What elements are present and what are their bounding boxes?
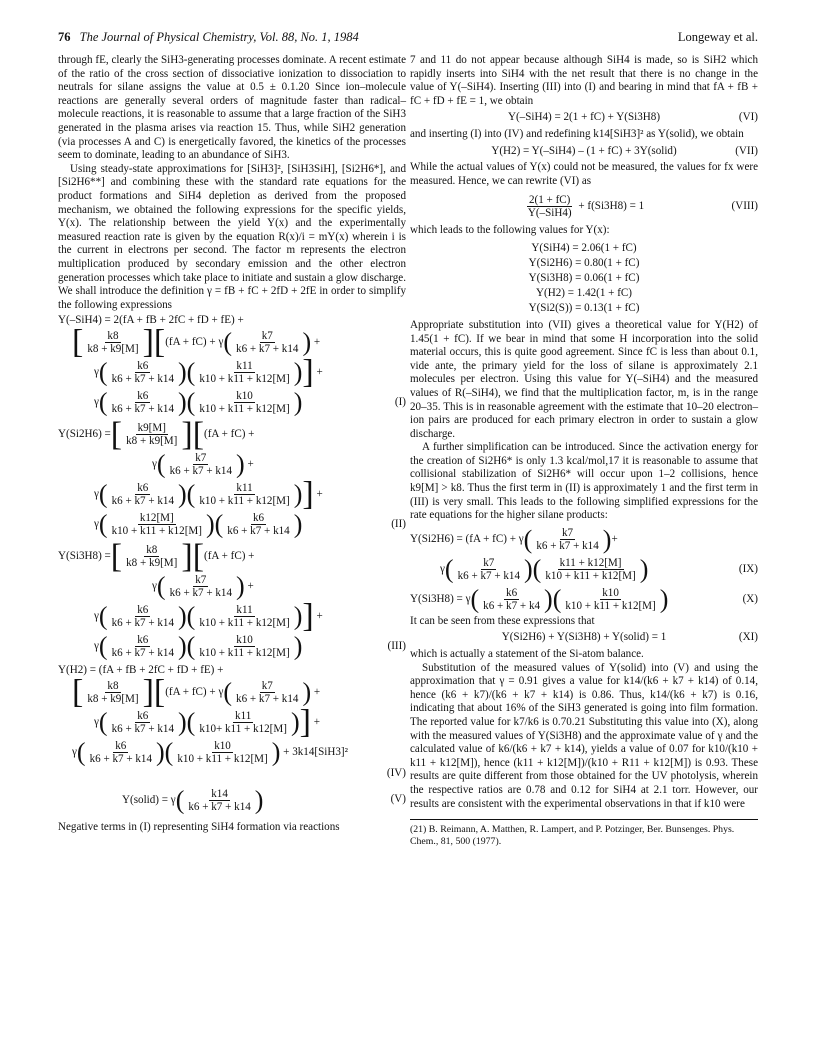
eq-label: (V)	[390, 793, 406, 806]
paragraph: Substitution of the measured values of Y(solid) into (V) and using the approximation that γ = 0.91 gives a value for k14/(k6 + k7 + k14) of 0.14, hence (k6 + k7)/(k6 + k7 + k14) is 0.86. Thus, k14/(k6 + k7) is 0.16, indicating that about 16% of the SiH3 generated is going into film formation. The reported value for k7/k6 is 0.70.21 Substituting this value into (X), along with the measured values of Y(Si3H8) and the approximate value of γ and the calculated value of k6/(k6 + k7 + k14), yields a value of 0.07 for k10/(k10 + k11 + k12[M]), hence (k11 + k12[M])/(k10 + R11 + k12[M]) is 0.93. These results are quite different from those obtained for the UV photolysis, wherein the respective ratios are 0.78 and 0.12 for SiH4 at 2.1 torr. However, our results are consistent with the experimental observations in that if k10 were	[410, 661, 758, 810]
equation-V: Y(solid) = γ( $\frac{k14}{k6 + k7 + k14}$ ) (V)	[122, 785, 406, 815]
equation-III: Y(Si3H8) = [ $\frac{k8}{k8 + k9[M]}$ ] [ (fA + fC) + γ( $\frac{k7}{k6 + k7 + k14}$ ) + γ( $\frac{k6}{k6 + k7 + k14}$ )( $\frac{k11}{k10 + k11 + k12[M]}$ )] + γ( $\frac{k6}{k6 + k7 + k14}$ )( $\frac{k10}{k10 + k11 + k12[M]}$ ) (III)	[58, 537, 406, 661]
equation-VI: Y(–SiH4) = 2(1 + fC) + Y(Si3H8) (VI)	[507, 111, 758, 124]
equation-X: Y(Si3H8) = γ( $\frac{k6}{k6 + k7 + k4}$ )( $\frac{k10}{k10 + k11 + k12[M]}$ ) (X)	[410, 584, 758, 614]
eq-label: (III)	[387, 640, 406, 653]
yield-list	[410, 241, 758, 316]
yield-row: Y(Si2H6) = 0.80(1 + fC)	[528, 256, 640, 269]
yield-row: Y(Si3H8) = 0.06(1 + fC)	[528, 271, 640, 284]
paragraph: through fE, clearly the SiH3-generating processes dominate. A recent estimate of the ratio of the cross section of dissociative ionization to dissociation to neutrals for silane assigns the value at 0.5 ± 0.1.20 Since ion–molecule reactions are generally several orders of magnitude faster than radical–molecule reactions, it is reasonable to assume that a large fraction of the SiH3 generated in the plasma arises via reaction 15. Thus, while SiH2 generation (via processes A and C) is energetically favored, the kinetics of the processes seem to dominate, leading to an abundance of SiH3.	[58, 54, 406, 162]
paragraph: Using steady-state approximations for [SiH3]², [SiH3SiH], [Si2H6*], and [Si2H6**] and combining these with the standard rate equations for the product formations and SiH4 depletion as derived from the proposed mechanism, we obtained the following expressions for the specific yields, Y(x). The relationship between the yield Y(x) and the experimentally measured reaction rate is given by the equation R(x)/i = mY(x) wherein i is the current in electrons per second. The factor m represents the electron multiplication produced by secondary emission and the other electron generation processes which take place to initiate and sustain a glow discharge. We shall introduce the definition γ = fB + fC + 2fD + 2fE in order to simplify the following expressions	[58, 162, 406, 311]
equation-I: Y(–SiH4) = 2(fA + fB + 2fC + fD + fE) + [ $\frac{k8}{k8 + k9[M]}$ ][(fA + fC) + γ( $\frac{k7}{k6 + k7 + k14}$ ) + γ( $\frac{k6}{k6 + k7 + k14}$ )( $\frac{k11}{k10 + k11 + k12[M]}$ )] + γ( $\frac{k6}{k6 + k7 + k14}$ )( $\frac{k10}{k10 + k11 + k12[M]}$ ) (I)	[58, 314, 406, 417]
equation-VII: Y(H2) = Y(–SiH4) – (1 + fC) + 3Y(solid) (VII)	[491, 144, 758, 157]
page-number: 76	[58, 30, 71, 44]
running-authors: Longeway et al.	[677, 30, 758, 44]
journal-title: The Journal of Physical Chemistry, Vol. 88, No. 1, 1984	[79, 30, 359, 44]
left-column	[58, 54, 406, 835]
paragraph: Appropriate substitution into (VII) gives a theoretical value for Y(H2) of 1.45(1 + fC). If we bear in mind that some H incorporation into the solid material occurs, this is quite good agreement. Since fC is less than about 0.1, vide ante, the primary yield for the loss of silane is approximately 2.1 molecules per electron. Using this value for Y(–SiH4) and the measured values of R(–SiH4), we find that the multiplication factor, m, is in the range 20–35. This is in reasonable agreement with the estimate that 10–20 electron–ion pairs are produced for each primary electron in order to sustain a glow discharge.	[410, 318, 758, 440]
paragraph: and inserting (I) into (IV) and redefining k14[SiH3]² as Y(solid), we obtain	[410, 127, 744, 140]
yield-row: Y(Si2(S)) = 0.13(1 + fC)	[528, 301, 640, 314]
paragraph: which is actually a statement of the Si-atom balance.	[410, 648, 644, 661]
equation-VIII: $\frac{2(1 + fC)}{\text{Y(–SiH4)}}$ + f(Si3H8) = 1 (VIII)	[527, 193, 758, 219]
equation-XI: Y(Si2H6) + Y(Si3H8) + Y(solid) = 1 (XI)	[501, 631, 758, 644]
footnote: (21) B. Reimann, A. Matthen, R. Lampert, and P. Potzinger, Ber. Bunsenges. Phys. Chem., 81, 500 (1977).	[410, 819, 758, 848]
equation-IV: Y(H2) = (fA + fB + 2fC + fD + fE) + [ $\frac{k8}{k8 + k9[M]}$ ][(fA + fC) + γ( $\frac{k7}{k6 + k7 + k14}$ ) + γ( $\frac{k6}{k6 + k7 + k14}$ )( $\frac{k11}{k10+ k11 + k12[M]}$ )] + γ( $\frac{k6}{k6 + k7 + k14}$ )( $\frac{k10}{k10 + k11 + k12[M]}$ ) + 3k14[SiH3]² (IV)	[58, 663, 406, 780]
yield-row: Y(SiH4) = 2.06(1 + fC)	[531, 241, 637, 254]
equation-IX: Y(Si2H6) = (fA + fC) + γ ( $\frac{k7}{k6 + k7 + k14}$ ) + γ( $\frac{k7}{k6 + k7 + k14}$ )( $\frac{k11 + k12[M]}{k10 + k11 + k12[M]}$ ) (IX)	[410, 524, 758, 584]
paragraph: Negative terms in (I) representing SiH4 formation via reactions	[58, 821, 340, 834]
eq4-lhs: Y(H2) = (fA + fB + 2fC + fD + fE) +	[58, 663, 224, 676]
eq-label: (II)	[391, 518, 406, 531]
page-header	[58, 30, 758, 46]
yield-row: Y(H2) = 1.42(1 + fC)	[535, 286, 632, 299]
equation-II: Y(Si2H6) = [ $\frac{k9[M]}{k8 + k9[M]}$ ] [ (fA + fC) + γ( $\frac{k7}{k6 + k7 + k14}$ ) + γ( $\frac{k6}{k6 + k7 + k14}$ )( $\frac{k11}{k10 + k11 + k12[M]}$ )] + γ( $\frac{k12[M]}{k10 + k11 + k12[M]}$ )( $\frac{k6}{k6 + k7 + k14}$ ) (II)	[58, 415, 406, 539]
paragraph: It can be seen from these expressions that	[410, 614, 595, 627]
paragraph: A further simplification can be introduced. Since the activation energy for the creation of Si2H6* is only 1.3 kcal/mol,17 it is reasonable to assume that collisional stabilization of Si2H6* will occur upon 1–2 collisions, hence k9[M] > k8. Thus the first term in (II) is approximately 1 and the first term in (III) is very small. This leads to the following simplified expressions for the rate equations for the higher silane products:	[410, 441, 758, 522]
paragraph: which leads to the following values for Y(x):	[410, 224, 610, 237]
paragraph: While the actual values of Y(x) could not be measured, the values for fx were measured. Hence, we can rewrite (VI) as	[410, 161, 758, 187]
paragraph: 7 and 11 do not appear because although SiH4 is made, so is SiH2 which rapidly inserts into SiH4 with the net result that there is no change in the value of Y(–SiH4). Inserting (III) into (I) and bearing in mind that fA + fB + fC + fD + fE = 1, we obtain	[410, 54, 758, 107]
eq1-lhs: Y(–SiH4) = 2(fA + fB + 2fC + fD + fE) +	[58, 314, 244, 327]
eq-label: (I)	[394, 396, 406, 409]
right-column	[410, 54, 758, 848]
eq-label: (IV)	[386, 767, 406, 780]
